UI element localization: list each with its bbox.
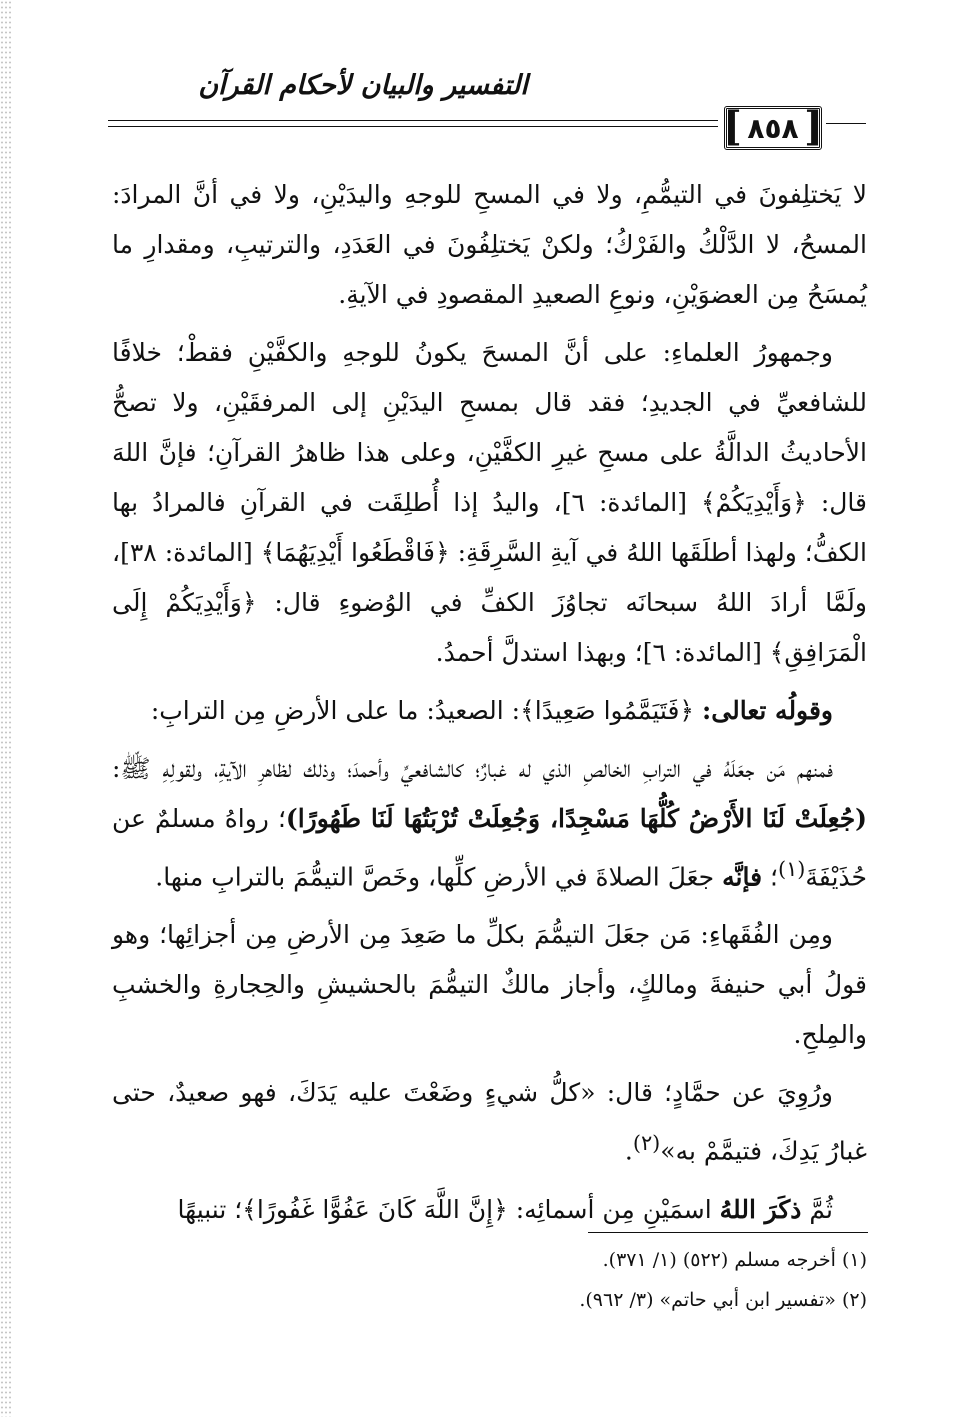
main-text xyxy=(112,170,867,1243)
footnotes xyxy=(112,1240,867,1320)
header-rule-right xyxy=(826,123,866,124)
verse-heading-label: وقولُه تعالى: xyxy=(702,696,833,725)
header-rule-top xyxy=(108,120,718,121)
paragraph-2: وجمهورُ العلماءِ: على أنَّ المسحَ يكونُ للوجهِ والكفَّيْنِ فقطْ؛ خلافًا للشافعيِّ في الجديدِ؛ فقد قال بمسحِ اليدَيْنِ إلى المرفقَيْنِ، ولا تصحُّ الأحاديثُ الدالَّةُ على مسحِ غيرِ الكفَّيْنِ، وعلى هذا ظاهرُ القرآنِ؛ فإنَّ اللهَ قال: ﴿وَأَيْدِيَكُمْ﴾ [المائدة: ٦]، واليدُ إذا أُطلِقَت في القرآنِ فالمرادُ بها الكفُّ؛ ولهذا أطلَقَها اللهُ في آيةِ السَّرِقَةِ: ﴿فَاقْطَعُوا أَيْدِيَهُمَا﴾ [المائدة: ٣٨]، ولَمَّا أرادَ اللهُ سبحانَه تجاوُزَ الكفِّ في الوُضوءِ قال: ﴿وَأَيْدِيَكُمْ إِلَى الْمَرَافِقِ﴾ [المائدة: ٦]؛ وبهذا استدلَّ أحمدُ. xyxy=(112,338,867,667)
hadith-quote: (جُعِلَتْ لَنَا الأَرْضُ كُلُّهَا مَسْجِدًا، وَجُعِلَتْ تُرْبَتُهَا لَنَا طَهُورًا) xyxy=(285,804,867,833)
paragraph-3-conclusion: جعَلَ الصلاةَ في الأرضِ كلِّها، وخَصَّ التيمُّمَ بالترابِ منها. xyxy=(155,862,715,892)
paragraph-1: لا يَختلِفونَ في التيمُّمِ، ولا في المسحِ للوجهِ واليدَيْنِ، ولا في أنَّ المرادَ: المسحُ، لا الدَّلْكُ والفَرْكُ؛ ولكنْ يَختلِفُونَ في العَدَدِ، والترتيبِ، ومقدارِ ما يُمسَحُ مِن العضوَيْنِ، ونوعِ الصعيدِ المقصودِ في الآيةِ. xyxy=(112,180,867,309)
footnote-number: (١) xyxy=(841,1249,867,1271)
punctuation: . xyxy=(624,1136,633,1166)
paragraph-6 xyxy=(112,1185,867,1235)
paragraph-6-start: ثُمَّ xyxy=(809,1194,833,1224)
punctuation: ؛ xyxy=(769,862,778,892)
page-number xyxy=(724,106,822,150)
emphasis-text: فإنَّه xyxy=(722,862,763,892)
footnote-text: أخرجه مسلم (٥٢٢) (١/ ٣٧١). xyxy=(602,1249,836,1271)
footnote-divider xyxy=(588,1232,868,1233)
footnote-2 xyxy=(112,1280,867,1320)
verse-heading-text: ﴿فَتَيَمَّمُوا صَعِيدًا﴾: الصعيدُ: ما على الأرضِ مِن الترابِ: xyxy=(150,696,695,725)
footnote-1 xyxy=(112,1240,867,1280)
page-number-text: [ ٨٥٨ xyxy=(747,111,799,145)
footnote-ref-1: (١) xyxy=(777,857,806,881)
paragraph-3 xyxy=(112,744,867,902)
hadith-source: ؛ رواهُ مسلمٌ عن حُذَيْفَةَ xyxy=(112,804,867,892)
footnote-number: (٢) xyxy=(841,1289,867,1311)
page-edge-texture xyxy=(0,0,12,1417)
paragraph-3-intro: فمنهم مَن جعَلَهُ في الترابِ الخالصِ الذي له غبارٌ؛ كالشافعيِّ وأحمدَ؛ وذلك لظاهرِ الآيةِ، ولقولِهِ ﷺ: xyxy=(112,754,833,783)
header-rule-bottom xyxy=(108,126,718,127)
footnote-text: «تفسير ابن أبي حاتم» (٣/ ٩٦٢). xyxy=(579,1289,836,1311)
footnote-ref-2: (٢) xyxy=(632,1131,661,1156)
paragraph-6-text: اسمَيْنِ مِن أسمائِه: ﴿إِنَّ اللَّهَ كَانَ عَفُوًّا غَفُورًا﴾؛ تنبيهًا xyxy=(177,1194,712,1224)
hammad-quote: ورُوِيَ عن حمَّادٍ؛ قال: «كلُّ شيءٍ وضَعْتَ عليه يَدَكَ، فهو صعيدٌ، حتى غبارُ يَدِكَ، فتيمَّمْ به» xyxy=(112,1078,867,1166)
paragraph-4: ومِن الفُقَهاءِ: مَن جعَلَ التيمُّمَ بكلِّ ما صَعِدَ مِن الأرضِ مِن أجزائِها؛ وهو قولُ أبي حنيفةَ ومالكٍ، وأجاز مالكٌ التيمُّمَ بالحشيشِ والحِجارةِ والخشبِ والمِلحِ. xyxy=(112,920,867,1050)
book-title: التفسير والبيان لأحكام القرآن xyxy=(198,70,528,101)
verse-heading xyxy=(112,686,867,736)
page-header xyxy=(0,70,974,160)
emphasis-text: ذكَرَ اللهُ xyxy=(719,1194,802,1224)
paragraph-5 xyxy=(112,1068,867,1176)
